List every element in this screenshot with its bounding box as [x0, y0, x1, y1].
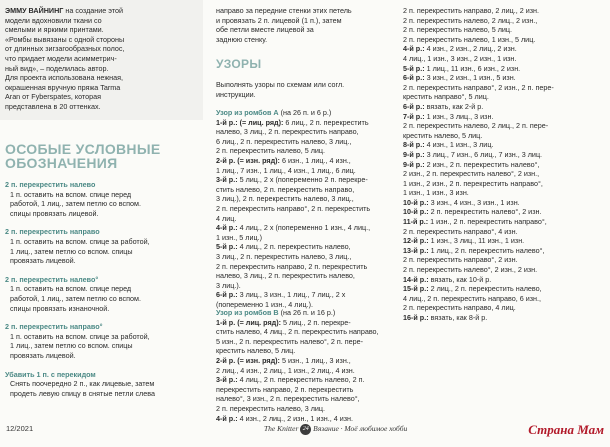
page-number: 24: [300, 424, 311, 435]
continued-text: направо за передние стенки этих петель и провязать 2 п. лицевой (1 п.), затем обе петли вместе лицевой за заднюю стенку.: [216, 6, 352, 44]
abbrev-item: 2 п. перекрестить направо 1 п. оставить на вспом. спице за работой, 1 лиц., затем петлю со вспом. спицы провязать лицевой.: [5, 227, 150, 266]
intro-line: Для проекта использована нежная,: [5, 73, 124, 83]
intro-line: смелыми и яркими принтами.: [5, 25, 104, 35]
intro-text: [5, 6, 205, 112]
abbrev-list: [5, 180, 199, 398]
intro-line: окрашенная вручную пряжа Tarma: [5, 82, 121, 92]
intro-line: что придает модели асимметрич-: [5, 53, 117, 63]
abbrev-heading: ОСОБЫЕ УСЛОВНЫЕ ОБОЗНАЧЕНИЯ: [5, 141, 161, 171]
watermark-logo: Страна Мам: [528, 422, 604, 437]
intro-line: представлена в 20 оттенках.: [5, 101, 101, 111]
abbrev-item: 2 п. перекрестить направо° 1 п. оставить на вспом. спице за работой, 1 лиц., затем петлю со вспом. спицы провязать лицевой.: [5, 322, 150, 360]
abbrev-item: Убавить 1 п. с перекидом Снять поочередно 2 п., как лицевые, затем продеть левую спицу в снятые петли слева: [5, 369, 155, 398]
pattern-a: Узор из ромбов А (на 26 п. и 6 р.) 1-й р.: (= лиц. ряд): 6 лиц., 2 п. перекрестить налево, 3 лиц., 2 п. перекрестить направо, 6 лиц., 2 п. перекрестить налево, 3 лиц., 2 п. перекрестить налево, 5 лиц. 2-й р. (= изн. ряд): 6 изн., 1 лиц., 4 изн., 1 лиц., 7 изн., 1 лиц., 4 изн., 1 лиц., 6 лиц. 3-й р.: 5 лиц., 2 х (попеременно 2 п. перекре- стить налево, 2 п. перекрестить направо, 3 лиц.), 2 п. перекрестить налево, 3 лиц., 2 п. перекрестить направо°, 2 п. перекрестить 4 лиц. 4-й р.: 4 лиц., 2 х (попеременно 1 изн., 4 лиц., 1 изн., 5 лиц.) 5-й р.: 4 лиц., 2 п. перекрестить налево, 3 лиц., 2 п. перекрестить налево, 3 лиц., 2 п. перекрестить направо, 2 п. перекрестить налево, 3 лиц., 2 п. перекрестить налево, 3 лиц.). 6-й р.: 3 лиц., 3 изн., 1 лиц., 7 лиц., 2 х (попеременно 1 изн., 4 лиц.).: [216, 108, 371, 309]
intro-line: Aran от Fyberspates, которая: [5, 92, 102, 102]
abbrev-item: 2 п. перекрестить налево 1 п. оставить на вспом. спице перед работой, 1 лиц., затем петлю со вспом. спицы провязать лицевой.: [5, 180, 141, 218]
intro-line: ЭММУ ВАЙНИНГ на создание этой: [5, 6, 123, 15]
intro-line: «Ромбы вывязаны с одной стороны: [5, 34, 125, 44]
footer-magazine: The Knitter: [264, 424, 299, 434]
footer-tagline: Вязание · Моё любимое хобби: [313, 424, 408, 434]
footer-brand: [264, 424, 407, 435]
patterns-intro: Выполнять узоры по схемам или согл. инструкции.: [216, 80, 345, 99]
intro-line: от длинных зигзагообразных полос,: [5, 44, 125, 54]
pattern-a-title: Узор из ромбов А (на 26 п. и 6 р.): [216, 108, 332, 117]
pattern-b-title: Узор из ромбов В (на 26 п. и 16 р.): [216, 308, 336, 317]
pattern-b: Узор из ромбов В (на 26 п. и 16 р.) 1-й р. (= лиц. ряд): 5 лиц., 2 п. перекре- стить налево, 4 лиц., 2 п. перекрестить направо, 5 изн., 2 п. перекрестить налево°, 2 п. пере- крестить налево, 5 лиц. 2-й р. (= изн. ряд): 5 изн., 1 лиц., 3 изн., 2 лиц., 4 изн., 2 лиц., 1 изн., 2 лиц., 4 изн. 3-й р.: 4 лиц., 2 п. перекрестить налево, 2 п. перекрестить направо, 2 п. перекрестить налево°, 3 изн., 2 п. перекрестить налево°, 2 п. перекрестить налево, 3 лиц. 4-й р.: 4 изн., 2 лиц., 2 изн., 1 изн., 4 изн.: [216, 308, 379, 423]
pattern-b-continued: 2 п. перекрестить направо, 2 лиц., 2 изн. 2 п. перекрестить налево, 2 лиц., 2 изн., 2 п. перекрестить налево, 5 лиц. 2 п. перекрестить налево, 1 изн., 5 лиц. 4-й р.: 4 изн., 2 изн., 2 лиц., 2 изн. 4 лиц., 1 изн., 3 изн., 2 изн., 1 изн. 5-й р.: 1 лиц., 11 изн., 6 изн., 2 изн. 6-й р.: 3 изн., 2 изн., 1 изн., 5 изн. 2 п. перекрестить направо°, 2 изн., 2 п. пере- крестить направо°, 5 лиц. 6-й р.: вязать, как 2-й р. 7-й р.: 1 изн., 3 лиц., 3 изн. 2 п. перекрестить налево, 2 лиц., 2 п. пере- крестить налево, 5 лиц. 8-й р.: 4 изн., 1 изн., 3 лиц. 9-й р.: 3 лиц., 7 изн., 6 лиц., 7 изн., 3 лиц. 9-й р.: 2 изн., 2 п. перекрестить налево°, 2 изн., 2 п. перекрестить налево°, 2 изн., 1 изн., 2 изн., 2 п. перекрестить направо°, 1 изн., 1 изн., 3 изн. 10-й р.: 3 изн., 4 изн., 3 изн., 1 изн. 10-й р.: 2 п. перекрестить налево°, 2 изн. 11-й р.: 1 изн., 2 п. перекрестить направо°, 2 п. перекрестить направо°, 4 изн. 12-й р.: 1 изн., 3 лиц., 11 изн., 1 изн. 13-й р.: 1 лиц., 2 п. перекрестить налево°, 2 п. перекрестить направо°, 2 изн. 2 п. перекрестить налево°, 2 изн., 2 изн. 14-й р.: вязать, как 10-й р. 15-й р.: 2 лиц., 2 п. перекрестить налево, 4 лиц., 2 п. перекрестить направо, 6 изн., 2 п. перекрестить направо, 4 лиц. 16-й р.: вязать, как 8-й р.: [403, 6, 554, 322]
footer-date: 12/2021: [6, 424, 34, 433]
intro-line: модели вдохновили ткани со: [5, 15, 102, 25]
abbrev-item: 2 п. перекрестить налево° 1 п. оставить на вспом. спице перед работой, 1 лиц., затем петлю со вспом. спицы провязать изнаночной.: [5, 274, 141, 313]
intro-line: ный вид», – поделилась автор.: [5, 63, 109, 73]
patterns-title: УЗОРЫ: [216, 57, 262, 71]
